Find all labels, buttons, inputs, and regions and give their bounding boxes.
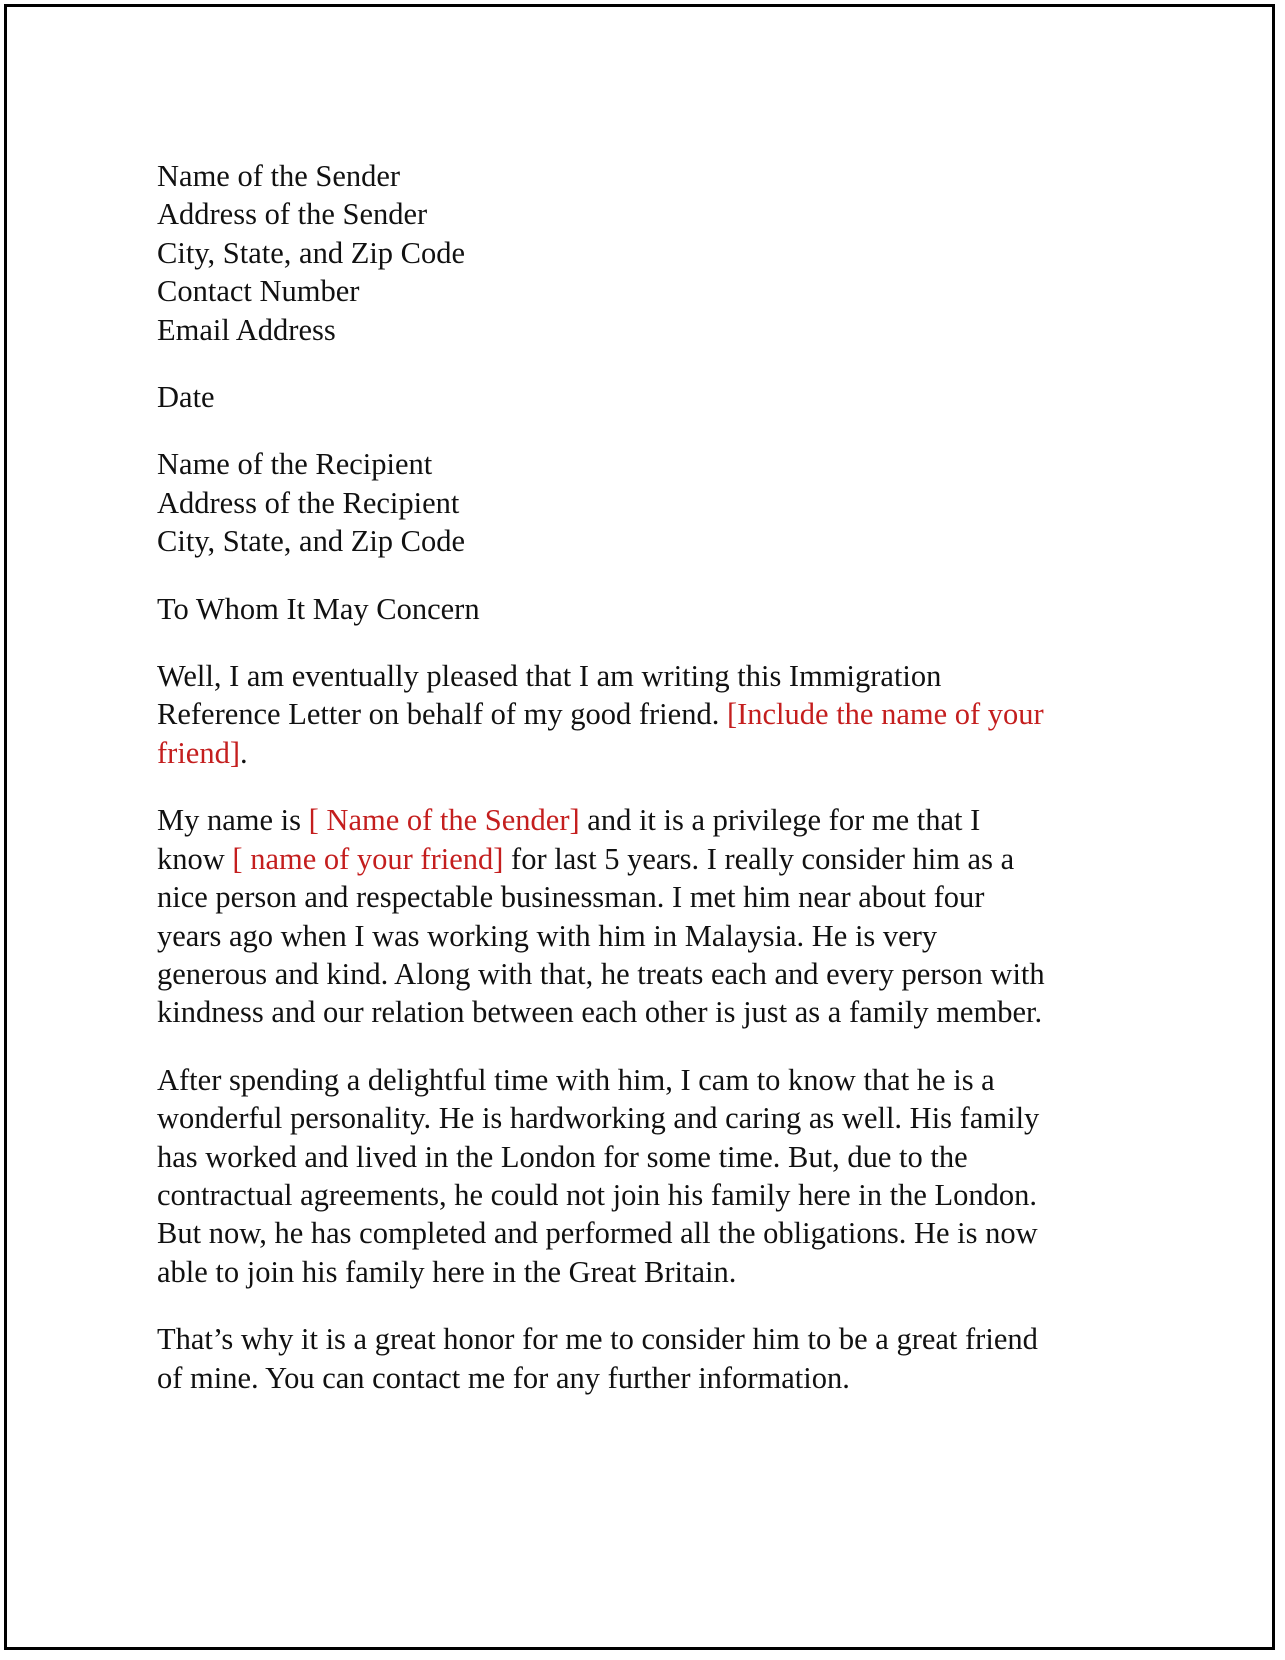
- paragraph-line: [157, 801, 1147, 839]
- sender-city-state-zip: City, State, and Zip Code: [157, 235, 466, 270]
- sender-block: [157, 157, 1147, 349]
- paragraph-line: [157, 734, 1147, 772]
- paragraph-line: [157, 840, 1147, 878]
- recipient-block: [157, 445, 1147, 560]
- recipient-city-state-zip: City, State, and Zip Code: [157, 524, 466, 559]
- paragraph-line: wonderful personality. He is hardworking and caring as well. His family: [157, 1101, 1040, 1136]
- paragraph-line: kindness and our relation between each other is just as a family member.: [157, 995, 1043, 1030]
- paragraph-text: Reference Letter on behalf of my good friend.: [157, 697, 727, 732]
- paragraph-line: But now, he has completed and performed all the obligations. He is now: [157, 1216, 1038, 1251]
- recipient-address: Address of the Recipient: [157, 485, 460, 520]
- date-block: [157, 378, 1147, 416]
- paragraph-line: After spending a delightful time with him, I cam to know that he is a: [157, 1062, 995, 1097]
- paragraph-line: Well, I am eventually pleased that I am writing this Immigration: [157, 659, 942, 694]
- letter-date: Date: [157, 380, 215, 415]
- friend-name-placeholder-end: friend]: [157, 735, 240, 770]
- friend-name-placeholder: [ name of your friend]: [232, 841, 504, 876]
- paragraph-line: has worked and lived in the London for some time. But, due to the: [157, 1139, 968, 1174]
- paragraph-text: and it is a privilege for me that I: [579, 803, 981, 838]
- paragraph-acquaintance: [157, 801, 1147, 1031]
- salutation-block: [157, 590, 1147, 628]
- letter-content: [157, 157, 1147, 1426]
- paragraph-text: .: [239, 735, 248, 770]
- paragraph-line: That’s why it is a great honor for me to consider him to be a great friend: [157, 1322, 1038, 1357]
- paragraph-text: for last 5 years. I really consider him as a: [503, 841, 1015, 876]
- paragraph-line: contractual agreements, he could not join his family here in the London.: [157, 1177, 1038, 1212]
- sender-name-placeholder: [ Name of the Sender]: [308, 803, 580, 838]
- paragraph-line: [157, 695, 1147, 733]
- paragraph-line: generous and kind. Along with that, he treats each and every person with: [157, 956, 1045, 991]
- paragraph-line: nice person and respectable businessman. I met him near about four: [157, 880, 985, 915]
- paragraph-line: of mine. You can contact me for any further information.: [157, 1360, 850, 1395]
- letter-page: [4, 4, 1275, 1650]
- recipient-name: Name of the Recipient: [157, 447, 433, 482]
- paragraph-text: My name is: [157, 803, 309, 838]
- salutation: To Whom It May Concern: [157, 591, 480, 626]
- sender-name: Name of the Sender: [157, 159, 401, 193]
- sender-email: Email Address: [157, 312, 336, 347]
- sender-address: Address of the Sender: [157, 197, 428, 232]
- friend-name-placeholder: [Include the name of your: [726, 697, 1044, 732]
- paragraph-character: [157, 1061, 1147, 1291]
- paragraph-line: able to join his family here in the Great Britain.: [157, 1254, 737, 1289]
- paragraph-closing: [157, 1320, 1147, 1397]
- sender-contact: Contact Number: [157, 274, 360, 309]
- paragraph-text: know: [157, 841, 233, 876]
- paragraph-line: years ago when I was working with him in Malaysia. He is very: [157, 918, 938, 953]
- paragraph-intro: [157, 657, 1147, 772]
